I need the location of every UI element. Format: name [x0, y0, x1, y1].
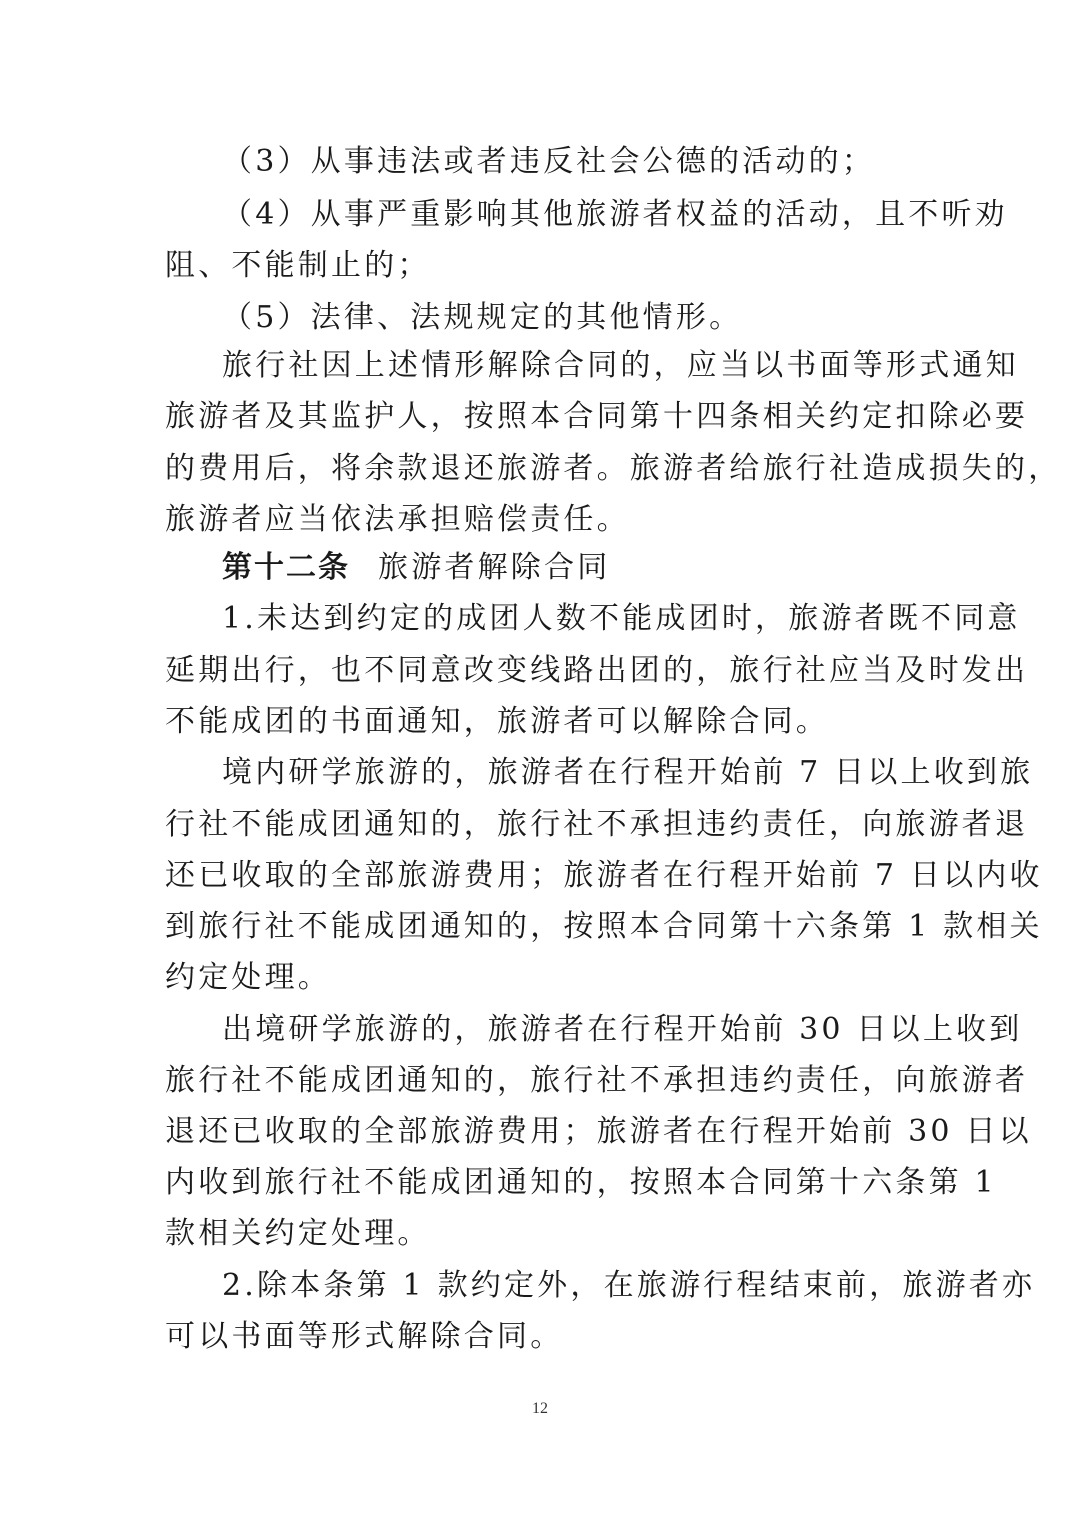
text-line: （5）法律、法规规定的其他情形。	[222, 300, 743, 335]
text-line: 不能成团的书面通知，旅游者可以解除合同。	[165, 704, 829, 739]
text-line: 退还已收取的全部旅游费用；旅游者在行程开始前 30 日以	[165, 1114, 1032, 1149]
text-line: 出境研学旅游的，旅游者在行程开始前 30 日以上收到	[222, 1012, 1023, 1047]
text-line: （3）从事违法或者违反社会公德的活动的；	[222, 144, 876, 179]
text-line: 内收到旅行社不能成团通知的，按照本合同第十六条第 1	[165, 1165, 997, 1200]
text-line: （4）从事严重影响其他旅游者权益的活动，且不听劝	[222, 197, 1008, 232]
article-number: 第十二条	[222, 550, 350, 585]
article-title: 旅游者解除合同	[378, 550, 611, 585]
text-line: 旅游者及其监护人，按照本合同第十四条相关约定扣除必要	[165, 399, 1029, 434]
article-heading	[0, 548, 1080, 588]
text-line: 行社不能成团通知的，旅行社不承担违约责任，向旅游者退	[165, 807, 1029, 842]
text-line: 2.除本条第 1 款约定外，在旅游行程结束前，旅游者亦	[222, 1268, 1036, 1303]
text-line: 旅行社不能成团通知的，旅行社不承担违约责任，向旅游者	[165, 1063, 1029, 1098]
text-line: 旅游者应当依法承担赔偿责任。	[165, 502, 630, 537]
text-line: 境内研学旅游的，旅游者在行程开始前 7 日以上收到旅	[222, 755, 1034, 790]
text-line: 1.未达到约定的成团人数不能成团时，旅游者既不同意	[222, 601, 1021, 636]
text-line: 约定处理。	[165, 960, 331, 995]
text-line: 可以书面等形式解除合同。	[165, 1319, 564, 1354]
text-line: 还已收取的全部旅游费用；旅游者在行程开始前 7 日以内收	[165, 858, 1043, 893]
text-line: 到旅行社不能成团通知的，按照本合同第十六条第 1 款相关	[165, 909, 1043, 944]
text-line: 的费用后，将余款退还旅游者。旅游者给旅行社造成损失的，	[165, 451, 1062, 486]
text-line: 款相关约定处理。	[165, 1216, 431, 1251]
text-line: 阻、不能制止的；	[165, 248, 431, 283]
page-number: 12	[532, 1400, 548, 1417]
text-line: 延期出行，也不同意改变线路出团的，旅行社应当及时发出	[165, 653, 1029, 688]
text-line: 旅行社因上述情形解除合同的，应当以书面等形式通知	[222, 348, 1019, 383]
